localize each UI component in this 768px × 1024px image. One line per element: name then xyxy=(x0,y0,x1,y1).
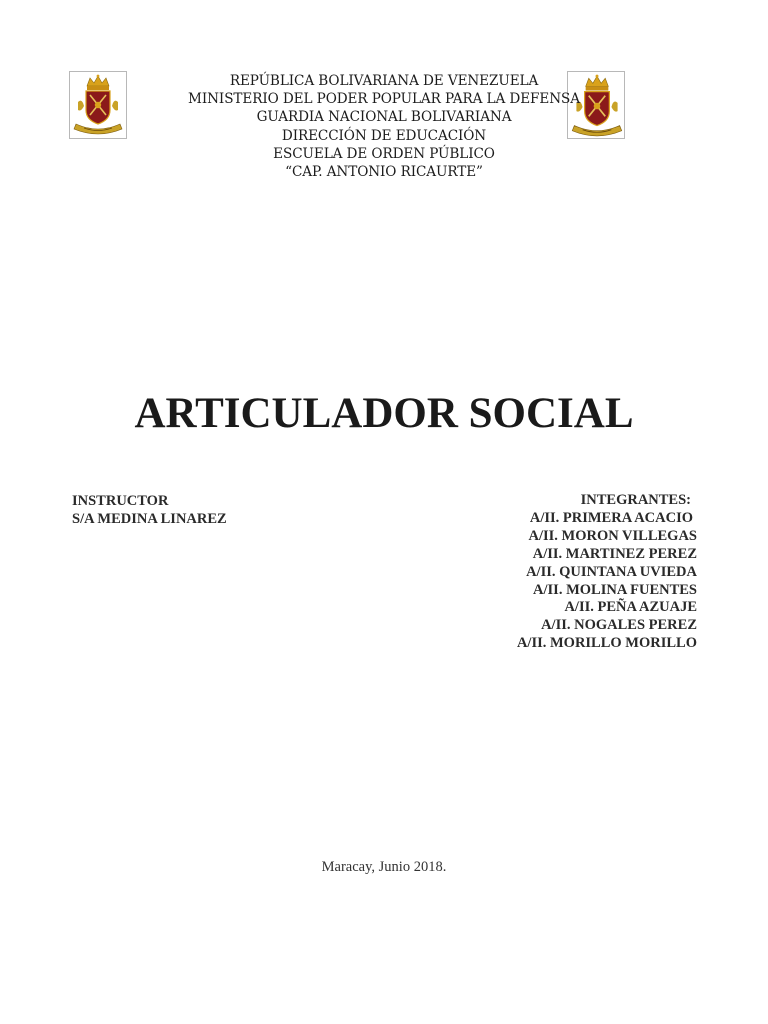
integrantes-block xyxy=(517,492,697,653)
integrantes-label: INTEGRANTES: xyxy=(580,492,691,508)
header-line-school: ESCUELA DE ORDEN PÚBLICO xyxy=(273,145,495,162)
member-item: A/II. MARTINEZ PEREZ xyxy=(532,545,697,562)
member-item: A/II. MORILLO MORILLO xyxy=(516,635,697,652)
instructor-label: INSTRUCTOR xyxy=(72,493,169,509)
member-item: A/II. MOLINA FUENTES xyxy=(533,581,697,598)
place-date: Maracay, Junio 2018. xyxy=(321,859,447,875)
instructor-name: S/A MEDINA LINAREZ xyxy=(72,511,227,527)
member-item: A/II. NOGALES PEREZ xyxy=(541,617,697,634)
member-item: A/II. PEÑA AZUAJE xyxy=(564,599,697,616)
header-line-ministry: MINISTERIO DEL PODER POPULAR PARA LA DEFENSA xyxy=(188,91,580,108)
header-line-republic: REPÚBLICA BOLIVARIANA DE VENEZUELA xyxy=(229,73,539,89)
guardia-nacional-shield-icon xyxy=(69,71,127,139)
header-line-school-name: “CAP. ANTONIO RICAURTE” xyxy=(285,163,483,180)
header-line-direction: DIRECCIÓN DE EDUCACIÓN xyxy=(281,127,487,144)
member-item: A/II. QUINTANA UVIEDA xyxy=(526,563,697,580)
header-line-guard: GUARDIA NACIONAL BOLIVARIANA xyxy=(256,109,512,126)
institution-header xyxy=(130,72,638,181)
member-item: A/II. MORON VILLEGAS xyxy=(528,527,697,544)
document-title: ARTICULADOR SOCIAL xyxy=(134,390,634,437)
member-item: A/II. PRIMERA ACACIO xyxy=(529,509,693,526)
instructor-block xyxy=(72,492,227,528)
